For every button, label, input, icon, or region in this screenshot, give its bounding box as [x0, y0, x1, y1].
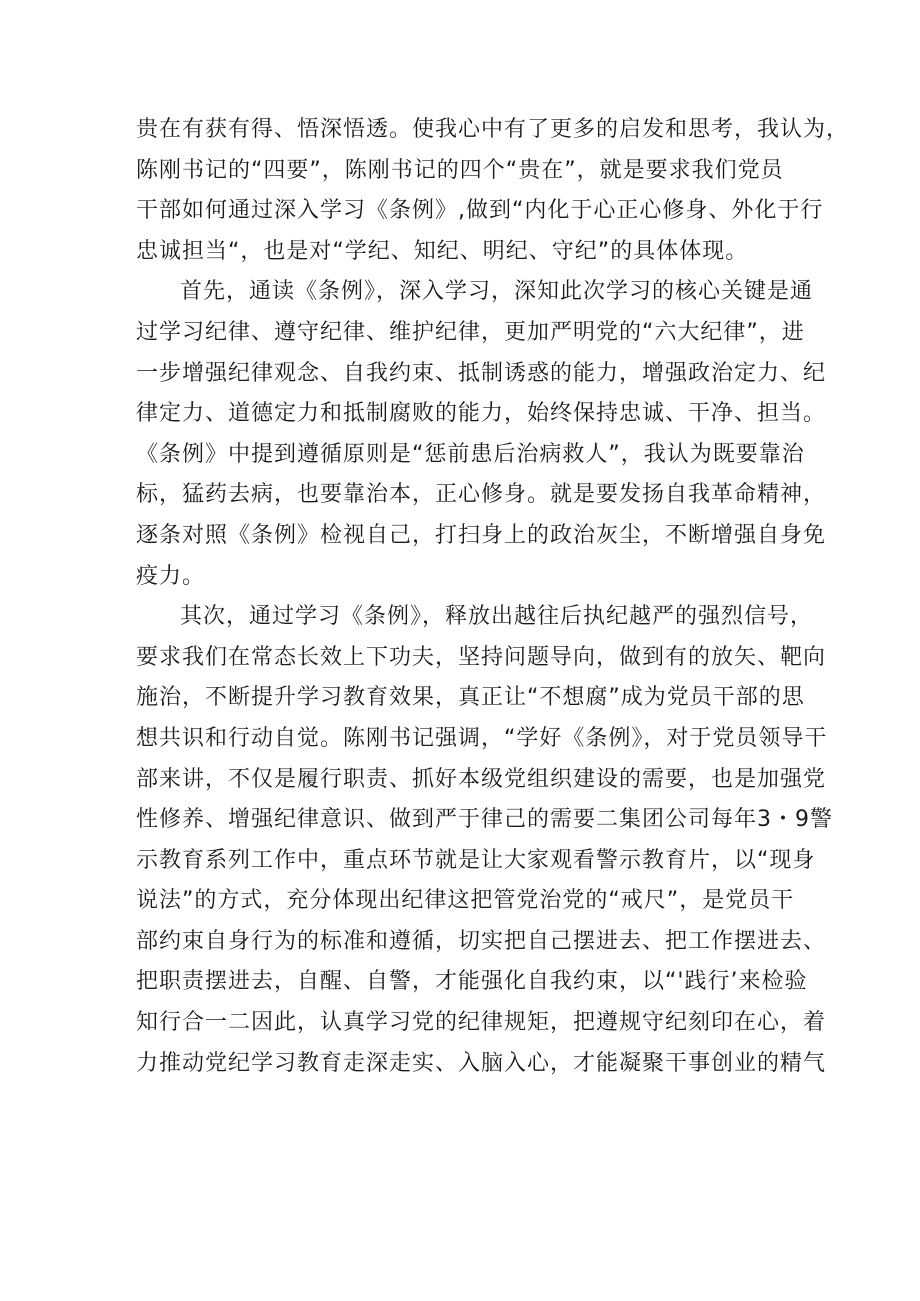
text-line: 标，猛药去病，也要靠治本，正心修身。就是要发扬自我革命精神， [136, 482, 827, 508]
text-line: 示教育系列工作中，重点环节就是让大家观看警示教育片，以“现身 [136, 847, 816, 873]
paragraph-first-line: 其次，通过学习《条例》，释放出越往后执纪越严的强烈信号， [180, 604, 814, 630]
text-line: 忠诚担当“，也是对“学纪、知纪、明纪、守纪”的具体体现。 [136, 238, 749, 264]
text-line: 陈刚书记的“四要”，陈刚书记的四个“贵在”，就是要求我们党员 [136, 157, 784, 183]
text-line: 一步增强纪律观念、自我约束、抵制诱惑的能力，增强政治定力、纪 [136, 360, 827, 386]
text-line: 律定力、道德定力和抵制腐败的能力，始终保持忠诚、干净、担当。 [136, 401, 827, 427]
text-line: 性修养、增强纪律意识、做到严于律己的需要二集团公司每年3・9警 [136, 807, 833, 833]
text-line: 贵在有获有得、悟深悟透。使我心中有了更多的启发和思考，我认为， [136, 117, 850, 142]
text-line: 力推动党纪学习教育走深走实、入脑入心，才能凝聚干事创业的精气 [136, 1050, 827, 1076]
body-text [136, 110, 850, 1084]
text-line: 把职责摆进去，自醒、自警，才能强化自我约束，以“'践行’来检验 [136, 969, 808, 995]
text-line: 逐条对照《条例》检视自己，打扫身上的政治灰尘，不断增强自身免 [136, 522, 827, 548]
text-line: 《条例》中提到遵循原则是“惩前患后治病救人”，我认为既要靠治 [136, 441, 805, 467]
text-line: 疫力。 [136, 563, 206, 589]
text-line: 想共识和行动自觉。陈刚书记强调，“学好《条例》，对于党员领导干 [136, 725, 828, 751]
text-line: 部约束自身行为的标准和遵循，切实把自己摆进去、把工作摆进去、 [136, 928, 827, 954]
text-line: 要求我们在常态长效上下功夫，坚持问题导向，做到有的放矢、靶向 [136, 644, 827, 670]
text-line: 知行合一二因此，认真学习党的纪律规矩，把遵规守纪刻印在心，着 [136, 1010, 827, 1036]
text-line: 过学习纪律、遵守纪律、维护纪律，更加严明党的“六大纪律”，进 [136, 319, 805, 345]
text-line: 施治，不断提升学习教育效果，真正让“不想腐”成为党员干部的思 [136, 685, 805, 711]
text-line: 说法”的方式，充分体现出纪律这把管党治党的“戒尺”，是党员干 [136, 888, 795, 914]
text-line: 干部如何通过深入学习《条例》,做到“内化于心正心修身、外化于行 [136, 198, 824, 224]
text-line: 部来讲，不仅是履行职责、抓好本级党组织建设的需要，也是加强党 [136, 766, 827, 792]
paragraph-first-line: 首先，通读《条例》，深入学习，深知此次学习的核心关键是通 [180, 279, 814, 305]
